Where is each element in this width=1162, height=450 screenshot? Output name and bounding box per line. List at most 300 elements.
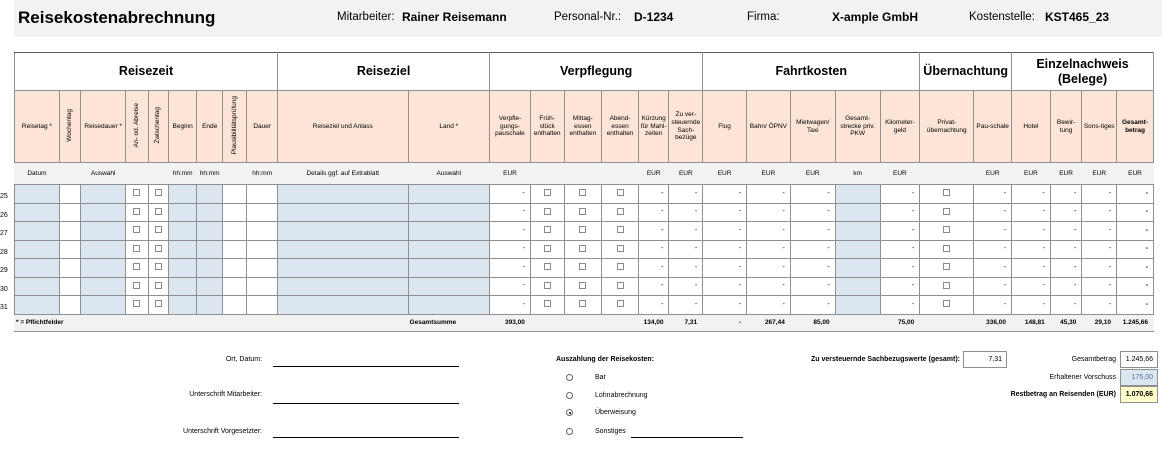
- ende-cell[interactable]: [197, 203, 222, 222]
- beginn-cell[interactable]: [168, 240, 197, 259]
- unit-empty: [59, 163, 80, 185]
- hotel-cell[interactable]: -: [1012, 277, 1051, 296]
- unit-eur: EUR: [1082, 163, 1117, 185]
- reiseziel-cell[interactable]: [278, 185, 408, 204]
- reiseziel-cell[interactable]: [278, 296, 408, 315]
- reisedauer-cell[interactable]: [81, 259, 126, 278]
- personal-nr-field[interactable]: D-1234: [634, 10, 674, 24]
- mittagessen-cell[interactable]: [564, 296, 602, 315]
- abendessen-cell[interactable]: [602, 203, 639, 222]
- verpflegung-cell: -: [490, 203, 531, 222]
- fruehstueck-cell[interactable]: [530, 277, 564, 296]
- sonstiges-cell[interactable]: -: [1082, 296, 1117, 315]
- section-reisezeit: Reisezeit: [15, 53, 278, 91]
- an-abreise-cell[interactable]: [126, 240, 148, 259]
- table-row: [15, 185, 1154, 204]
- land-cell[interactable]: [408, 277, 490, 296]
- fruehstueck-checkbox[interactable]: [544, 245, 551, 252]
- bewirtung-cell[interactable]: -: [1050, 222, 1082, 241]
- beginn-cell[interactable]: [168, 259, 197, 278]
- row-number: 30: [0, 285, 8, 293]
- col-hotel: Hotel: [1012, 91, 1051, 163]
- pauschale-cell: -: [974, 277, 1012, 296]
- bewirtung-cell[interactable]: -: [1050, 203, 1082, 222]
- mitarbeiter-field[interactable]: Rainer Reisemann: [402, 10, 507, 24]
- gesamtbetrag-cell: -: [1117, 222, 1154, 241]
- fruehstueck-checkbox[interactable]: [544, 300, 551, 307]
- col-gesamtbetrag: Gesamt-betrag: [1117, 91, 1154, 163]
- radio-lohnabrechnung[interactable]: [566, 392, 573, 399]
- abendessen-cell[interactable]: [602, 185, 639, 204]
- beginn-cell[interactable]: [168, 203, 197, 222]
- privatuebernachtung-checkbox[interactable]: [943, 300, 950, 307]
- page-title: Reisekostenabrechnung: [18, 8, 216, 27]
- abendessen-cell[interactable]: [602, 222, 639, 241]
- fruehstueck-cell[interactable]: [530, 259, 564, 278]
- verpflegung-cell: -: [490, 277, 531, 296]
- flug-cell[interactable]: -: [703, 259, 747, 278]
- plausi-cell: [222, 259, 246, 278]
- row-number: 25: [0, 193, 8, 200]
- flug-cell[interactable]: -: [703, 277, 747, 296]
- mittagessen-cell[interactable]: [564, 240, 602, 259]
- reisetag-cell[interactable]: [15, 277, 60, 296]
- privatuebernachtung-cell[interactable]: [920, 240, 974, 259]
- flug-cell[interactable]: -: [703, 185, 747, 204]
- unit-eur: EUR: [1117, 163, 1154, 185]
- unterschrift-vorgesetzter-label: Unterschrift Vorgesetzter:: [183, 428, 262, 435]
- unit-empty: [148, 163, 168, 185]
- unit-hhmm: hh:mm: [168, 163, 197, 185]
- reisedauer-cell[interactable]: [81, 222, 126, 241]
- kilometergeld-cell: -: [880, 222, 920, 241]
- sonstiges-cell[interactable]: -: [1082, 259, 1117, 278]
- zwischentag-cell[interactable]: [148, 185, 168, 204]
- sachbezuege-cell: -: [669, 203, 703, 222]
- plausi-cell: [222, 185, 246, 204]
- plausi-cell: [222, 240, 246, 259]
- flug-cell[interactable]: -: [703, 296, 747, 315]
- row-numbers: [0, 188, 14, 318]
- privatuebernachtung-cell[interactable]: [920, 222, 974, 241]
- col-ende: Ende: [197, 91, 222, 163]
- privatuebernachtung-checkbox[interactable]: [943, 263, 950, 270]
- col-plausi: [222, 91, 246, 163]
- totals-spacer: [835, 314, 880, 331]
- auszahlung-title: Auszahlung der Reisekosten:: [556, 356, 655, 363]
- zwischentag-cell[interactable]: [148, 296, 168, 315]
- ende-cell[interactable]: [197, 222, 222, 241]
- gesamtstrecke-cell[interactable]: [835, 296, 880, 315]
- option-ueberweisung-label: Überweisung: [595, 409, 636, 416]
- gesamtstrecke-cell[interactable]: [835, 203, 880, 222]
- gesamtstrecke-cell[interactable]: [835, 240, 880, 259]
- reisedauer-cell[interactable]: [81, 203, 126, 222]
- reisetag-cell[interactable]: [15, 296, 60, 315]
- land-cell[interactable]: [408, 203, 490, 222]
- wochentag-cell: [59, 240, 80, 259]
- privatuebernachtung-checkbox[interactable]: [943, 189, 950, 196]
- gesamtbetrag-cell: -: [1117, 185, 1154, 204]
- reisedauer-cell[interactable]: [81, 277, 126, 296]
- wochentag-cell: [59, 203, 80, 222]
- unit-details: Details ggf. auf Extrablatt: [278, 163, 408, 185]
- total-gesamt: 1.245,66: [1117, 314, 1154, 331]
- section-verpflegung: Verpflegung: [490, 53, 703, 91]
- abendessen-checkbox[interactable]: [617, 263, 624, 270]
- bewirtung-cell[interactable]: -: [1050, 259, 1082, 278]
- plausi-cell: [222, 203, 246, 222]
- vorschuss-label: Erhaltener Vorschuss: [1049, 374, 1116, 381]
- an-abreise-cell[interactable]: [126, 222, 148, 241]
- col-kuerzung: Kürzung für Mahl-zeiten: [638, 91, 669, 163]
- vorschuss-field[interactable]: 175,00: [1120, 369, 1158, 386]
- reiseziel-cell[interactable]: [278, 259, 408, 278]
- reisetag-cell[interactable]: [15, 240, 60, 259]
- dauer-cell: [247, 203, 278, 222]
- mittagessen-checkbox[interactable]: [579, 300, 586, 307]
- col-privatuebernachtung: Privat-übernachtung: [920, 91, 974, 163]
- hotel-cell[interactable]: -: [1012, 296, 1051, 315]
- table-row: [15, 296, 1154, 315]
- col-zwischentag-label: Zwischentag: [154, 106, 162, 144]
- col-zwischentag: [148, 91, 168, 163]
- mietwagen-cell[interactable]: -: [790, 185, 835, 204]
- abendessen-cell[interactable]: [602, 259, 639, 278]
- total-sonstiges: 29,10: [1082, 314, 1117, 331]
- sachbezug-label: Zu versteuernde Sachbezugswerte (gesamt):: [811, 356, 960, 363]
- zwischentag-cell[interactable]: [148, 222, 168, 241]
- beginn-cell[interactable]: [168, 277, 197, 296]
- gesamtbetrag-cell: -: [1117, 203, 1154, 222]
- sachbezug-value: 7,31: [963, 351, 1007, 368]
- abendessen-checkbox[interactable]: [617, 300, 624, 307]
- total-mietwagen: 85,00: [790, 314, 835, 331]
- section-reiseziel: Reiseziel: [278, 53, 490, 91]
- row-number: 29: [0, 267, 8, 274]
- beginn-cell[interactable]: [168, 222, 197, 241]
- reisetag-cell[interactable]: [15, 203, 60, 222]
- unterschrift-mitarbeiter-field[interactable]: [273, 403, 459, 404]
- reiseziel-cell[interactable]: [278, 203, 408, 222]
- mittagessen-checkbox[interactable]: [579, 189, 586, 196]
- abendessen-checkbox[interactable]: [617, 208, 624, 215]
- privatuebernachtung-cell[interactable]: [920, 277, 974, 296]
- zwischentag-checkbox[interactable]: [155, 282, 162, 289]
- total-kilometergeld: 75,00: [880, 314, 920, 331]
- privatuebernachtung-cell[interactable]: [920, 185, 974, 204]
- wochentag-cell: [59, 185, 80, 204]
- zwischentag-checkbox[interactable]: [155, 208, 162, 215]
- col-mittagessen: Mittag-essen enthalten: [564, 91, 602, 163]
- hotel-cell[interactable]: -: [1012, 203, 1051, 222]
- fruehstueck-checkbox[interactable]: [544, 226, 551, 233]
- mittagessen-cell[interactable]: [564, 259, 602, 278]
- zwischentag-checkbox[interactable]: [155, 226, 162, 233]
- an-abreise-cell[interactable]: [126, 185, 148, 204]
- an-abreise-cell[interactable]: [126, 259, 148, 278]
- reiseziel-cell[interactable]: [278, 277, 408, 296]
- unit-eur: EUR: [1050, 163, 1082, 185]
- zwischentag-cell[interactable]: [148, 277, 168, 296]
- gesamtbetrag-cell: -: [1117, 259, 1154, 278]
- bewirtung-cell[interactable]: -: [1050, 185, 1082, 204]
- mietwagen-cell[interactable]: -: [790, 240, 835, 259]
- option-bar-label: Bar: [595, 374, 606, 381]
- kostenstelle-label: Kostenstelle:: [969, 11, 1035, 23]
- abendessen-cell[interactable]: [602, 240, 639, 259]
- section-einzelnachweis: Einzelnachweis (Belege): [1012, 53, 1154, 91]
- hotel-cell[interactable]: -: [1012, 259, 1051, 278]
- mietwagen-cell[interactable]: -: [790, 296, 835, 315]
- ende-cell[interactable]: [197, 240, 222, 259]
- col-plausi-label: Plausibilitätsprüfung: [230, 96, 238, 155]
- bahn-cell[interactable]: -: [747, 296, 791, 315]
- hotel-cell[interactable]: -: [1012, 185, 1051, 204]
- ende-cell[interactable]: [197, 259, 222, 278]
- privatuebernachtung-checkbox[interactable]: [943, 208, 950, 215]
- total-sachbezuege: 7,31: [669, 314, 703, 331]
- reisedauer-cell[interactable]: [81, 296, 126, 315]
- privatuebernachtung-checkbox[interactable]: [943, 226, 950, 233]
- ende-cell[interactable]: [197, 185, 222, 204]
- sonstiges-cell[interactable]: -: [1082, 277, 1117, 296]
- bewirtung-cell[interactable]: -: [1050, 277, 1082, 296]
- flug-cell[interactable]: -: [703, 203, 747, 222]
- gesamtstrecke-cell[interactable]: [835, 185, 880, 204]
- land-cell[interactable]: [408, 222, 490, 241]
- personal-nr-label: Personal-Nr.:: [554, 11, 622, 23]
- abendessen-cell[interactable]: [602, 296, 639, 315]
- bahn-cell[interactable]: -: [747, 259, 791, 278]
- unit-hhmm: hh:mm: [197, 163, 222, 185]
- gesamtstrecke-cell[interactable]: [835, 222, 880, 241]
- verpflegung-cell: -: [490, 296, 531, 315]
- fruehstueck-cell[interactable]: [530, 185, 564, 204]
- abendessen-checkbox[interactable]: [617, 245, 624, 252]
- sonstiges-cell[interactable]: -: [1082, 240, 1117, 259]
- reisetag-cell[interactable]: [15, 222, 60, 241]
- land-cell[interactable]: [408, 240, 490, 259]
- land-cell[interactable]: [408, 296, 490, 315]
- gesamtbetrag-value: 1.245,66: [1120, 351, 1158, 368]
- table-row: [15, 259, 1154, 278]
- ende-cell[interactable]: [197, 277, 222, 296]
- zwischentag-checkbox[interactable]: [155, 245, 162, 252]
- table-row: [15, 222, 1154, 241]
- fruehstueck-checkbox[interactable]: [544, 189, 551, 196]
- sachbezuege-cell: -: [669, 296, 703, 315]
- col-gesamtstrecke: Gesamt-strecke priv. PKW: [835, 91, 880, 163]
- privatuebernachtung-cell[interactable]: [920, 259, 974, 278]
- plausi-cell: [222, 222, 246, 241]
- land-cell[interactable]: [408, 259, 490, 278]
- abendessen-checkbox[interactable]: [617, 282, 624, 289]
- mittagessen-checkbox[interactable]: [579, 226, 586, 233]
- restbetrag-label: Restbetrag an Reisenden (EUR): [1010, 391, 1116, 398]
- bahn-cell[interactable]: -: [747, 185, 791, 204]
- an-abreise-checkbox[interactable]: [133, 189, 140, 196]
- pauschale-cell: -: [974, 240, 1012, 259]
- plausi-cell: [222, 296, 246, 315]
- kuerzung-cell: -: [638, 277, 669, 296]
- unterschrift-mitarbeiter-label: Unterschrift Mitarbeiter:: [189, 391, 262, 398]
- mietwagen-cell[interactable]: -: [790, 203, 835, 222]
- fruehstueck-checkbox[interactable]: [544, 263, 551, 270]
- an-abreise-checkbox[interactable]: [133, 208, 140, 215]
- col-verpflegungspauschale: Verpfle-gungs-pauschale: [490, 91, 531, 163]
- mittagessen-checkbox[interactable]: [579, 245, 586, 252]
- abendessen-checkbox[interactable]: [617, 189, 624, 196]
- gesamtbetrag-cell: -: [1117, 240, 1154, 259]
- mittagessen-cell[interactable]: [564, 222, 602, 241]
- fruehstueck-cell[interactable]: [530, 222, 564, 241]
- zwischentag-checkbox[interactable]: [155, 189, 162, 196]
- kilometergeld-cell: -: [880, 185, 920, 204]
- beginn-cell[interactable]: [168, 185, 197, 204]
- col-land: Land *: [408, 91, 490, 163]
- col-flug: Flug: [703, 91, 747, 163]
- radio-bar[interactable]: [566, 374, 573, 381]
- bahn-cell[interactable]: -: [747, 203, 791, 222]
- verpflegung-cell: -: [490, 222, 531, 241]
- zwischentag-checkbox[interactable]: [155, 300, 162, 307]
- kilometergeld-cell: -: [880, 240, 920, 259]
- land-cell[interactable]: [408, 185, 490, 204]
- privatuebernachtung-checkbox[interactable]: [943, 282, 950, 289]
- reisetag-cell[interactable]: [15, 259, 60, 278]
- bahn-cell[interactable]: -: [747, 240, 791, 259]
- row-number: 31: [0, 304, 8, 311]
- beginn-cell[interactable]: [168, 296, 197, 315]
- radio-sonstiges[interactable]: [566, 428, 573, 435]
- flug-cell[interactable]: -: [703, 222, 747, 241]
- reiseziel-cell[interactable]: [278, 222, 408, 241]
- reisedauer-cell[interactable]: [81, 185, 126, 204]
- gesamtstrecke-cell[interactable]: [835, 259, 880, 278]
- reisetag-cell[interactable]: [15, 185, 60, 204]
- kostenstelle-field[interactable]: KST465_23: [1045, 10, 1110, 24]
- fruehstueck-cell[interactable]: [530, 240, 564, 259]
- zwischentag-cell[interactable]: [148, 259, 168, 278]
- abendessen-cell[interactable]: [602, 277, 639, 296]
- unit-hhmm: hh:mm: [247, 163, 278, 185]
- verpflegung-cell: -: [490, 259, 531, 278]
- mittagessen-cell[interactable]: [564, 203, 602, 222]
- col-reisedauer: Reisedauer *: [81, 91, 126, 163]
- mittagessen-cell[interactable]: [564, 277, 602, 296]
- unit-auswahl: Auswahl: [408, 163, 490, 185]
- gesamtstrecke-cell[interactable]: [835, 277, 880, 296]
- mittagessen-checkbox[interactable]: [579, 208, 586, 215]
- zwischentag-checkbox[interactable]: [155, 263, 162, 270]
- reisedauer-cell[interactable]: [81, 240, 126, 259]
- abendessen-checkbox[interactable]: [617, 226, 624, 233]
- unterschrift-vorgesetzter-field[interactable]: [273, 437, 459, 438]
- dauer-cell: [247, 277, 278, 296]
- privatuebernachtung-cell[interactable]: [920, 296, 974, 315]
- table-row: [15, 277, 1154, 296]
- fruehstueck-cell[interactable]: [530, 296, 564, 315]
- an-abreise-cell[interactable]: [126, 277, 148, 296]
- col-sonstiges: Sons-tiges: [1082, 91, 1117, 163]
- table-row: [15, 240, 1154, 259]
- dauer-cell: [247, 222, 278, 241]
- fruehstueck-cell[interactable]: [530, 203, 564, 222]
- bewirtung-cell[interactable]: -: [1050, 296, 1082, 315]
- hotel-cell[interactable]: -: [1012, 222, 1051, 241]
- kuerzung-cell: -: [638, 203, 669, 222]
- an-abreise-checkbox[interactable]: [133, 300, 140, 307]
- mittagessen-cell[interactable]: [564, 185, 602, 204]
- unit-eur: EUR: [1012, 163, 1051, 185]
- section-fahrtkosten: Fahrtkosten: [703, 53, 920, 91]
- ende-cell[interactable]: [197, 296, 222, 315]
- mittagessen-checkbox[interactable]: [579, 282, 586, 289]
- zwischentag-cell[interactable]: [148, 203, 168, 222]
- sachbezuege-cell: -: [669, 277, 703, 296]
- privatuebernachtung-checkbox[interactable]: [943, 245, 950, 252]
- sonstiges-cell[interactable]: -: [1082, 222, 1117, 241]
- fruehstueck-checkbox[interactable]: [544, 282, 551, 289]
- col-bahn: Bahn/ ÖPNV: [747, 91, 791, 163]
- mietwagen-cell[interactable]: -: [790, 259, 835, 278]
- an-abreise-checkbox[interactable]: [133, 282, 140, 289]
- an-abreise-cell[interactable]: [126, 203, 148, 222]
- hotel-cell[interactable]: -: [1012, 240, 1051, 259]
- col-mietwagen: Mietwagen/ Taxi: [790, 91, 835, 163]
- unit-empty: [222, 163, 246, 185]
- col-dauer: Dauer: [247, 91, 278, 163]
- bahn-cell[interactable]: -: [747, 277, 791, 296]
- firma-field[interactable]: X-ample GmbH: [832, 10, 919, 24]
- sonstiges-cell[interactable]: -: [1082, 185, 1117, 204]
- mietwagen-cell[interactable]: -: [790, 222, 835, 241]
- reiseziel-cell[interactable]: [278, 240, 408, 259]
- bahn-cell[interactable]: -: [747, 222, 791, 241]
- unit-auswahl: Auswahl: [81, 163, 126, 185]
- kuerzung-cell: -: [638, 296, 669, 315]
- expense-table: [14, 52, 1154, 332]
- verpflegung-cell: -: [490, 240, 531, 259]
- option-sonstiges-label: Sonstiges: [595, 428, 626, 435]
- privatuebernachtung-cell[interactable]: [920, 203, 974, 222]
- bewirtung-cell[interactable]: -: [1050, 240, 1082, 259]
- mietwagen-cell[interactable]: -: [790, 277, 835, 296]
- radio-ueberweisung[interactable]: [566, 409, 573, 416]
- sonstiges-field[interactable]: [631, 437, 743, 438]
- sonstiges-cell[interactable]: -: [1082, 203, 1117, 222]
- pflichtfelder-note: * = Pflichtfelder: [15, 314, 278, 331]
- option-lohnabrechnung-label: Lohnabrechnung: [595, 392, 648, 399]
- totals-row: [15, 314, 1154, 331]
- an-abreise-cell[interactable]: [126, 296, 148, 315]
- fruehstueck-checkbox[interactable]: [544, 208, 551, 215]
- ort-datum-field[interactable]: [273, 366, 459, 367]
- an-abreise-checkbox[interactable]: [133, 263, 140, 270]
- an-abreise-checkbox[interactable]: [133, 245, 140, 252]
- totals-spacer: [564, 314, 602, 331]
- flug-cell[interactable]: -: [703, 240, 747, 259]
- verpflegung-cell: -: [490, 185, 531, 204]
- mittagessen-checkbox[interactable]: [579, 263, 586, 270]
- zwischentag-cell[interactable]: [148, 240, 168, 259]
- unit-empty: [602, 163, 639, 185]
- unit-eur: EUR: [669, 163, 703, 185]
- wochentag-cell: [59, 296, 80, 315]
- an-abreise-checkbox[interactable]: [133, 226, 140, 233]
- unit-eur: EUR: [747, 163, 791, 185]
